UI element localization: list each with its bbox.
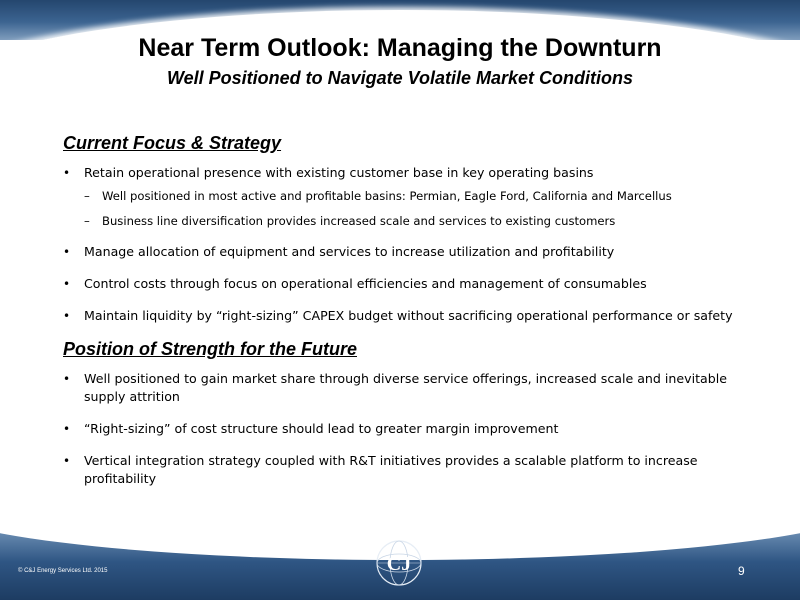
sub-bullet-item [84,213,753,229]
bullet-item [63,164,753,229]
logo-text: CJ [386,553,412,575]
bullet-text: Vertical integration strategy coupled with R&T initiatives provides a scalable platform to increase profitability [84,453,698,486]
bullet-icon: • [63,245,71,259]
section-current-focus [63,133,753,325]
sub-bullet-text: Well positioned in most active and profitable basins: Permian, Eagle Ford, California and Marcellus [102,189,672,203]
bullet-text: Retain operational presence with existing customer base in key operating basins [84,165,594,180]
bullet-item [63,452,753,488]
globe-logo-icon [374,538,424,588]
bullet-list [63,370,753,488]
bullet-icon: • [63,372,71,386]
dash-icon: – [84,189,90,203]
copyright-text: © C&J Energy Services Ltd. 2015 [18,568,108,574]
bullet-icon: • [63,422,71,436]
bullet-icon: • [63,454,71,468]
section-heading: Current Focus & Strategy [63,133,282,153]
section-position-of-strength [63,339,753,488]
page-number: 9 [738,564,745,578]
bullet-text: Control costs through focus on operational efficiencies and management of consumables [84,276,647,291]
section-heading: Position of Strength for the Future [63,339,357,359]
bullet-item [63,370,753,406]
bullet-text: Maintain liquidity by “right-sizing” CAPEX budget without sacrificing operational performance or safety [84,308,733,323]
bullet-text: Manage allocation of equipment and services to increase utilization and profitability [84,244,615,259]
bullet-icon: • [63,166,71,180]
bullet-icon: • [63,277,71,291]
sub-bullet-text: Business line diversification provides increased scale and services to existing customers [102,214,616,228]
dash-icon: – [84,214,90,228]
sub-bullet-list [84,188,753,229]
bullet-text: “Right-sizing” of cost structure should lead to greater margin improvement [84,421,559,436]
bullet-list [63,164,753,325]
slide-subtitle: Well Positioned to Navigate Volatile Market Conditions [166,68,634,88]
slide-title: Near Term Outlook: Managing the Downturn [138,34,662,62]
bullet-item [63,307,753,325]
bullet-item [63,243,753,261]
slide-content [63,133,753,502]
bullet-item [63,420,753,438]
bullet-item [63,275,753,293]
bullet-icon: • [63,309,71,323]
bullet-text: Well positioned to gain market share through diverse service offerings, increased scale and inevitable supply attrition [84,371,727,404]
sub-bullet-item [84,188,753,204]
